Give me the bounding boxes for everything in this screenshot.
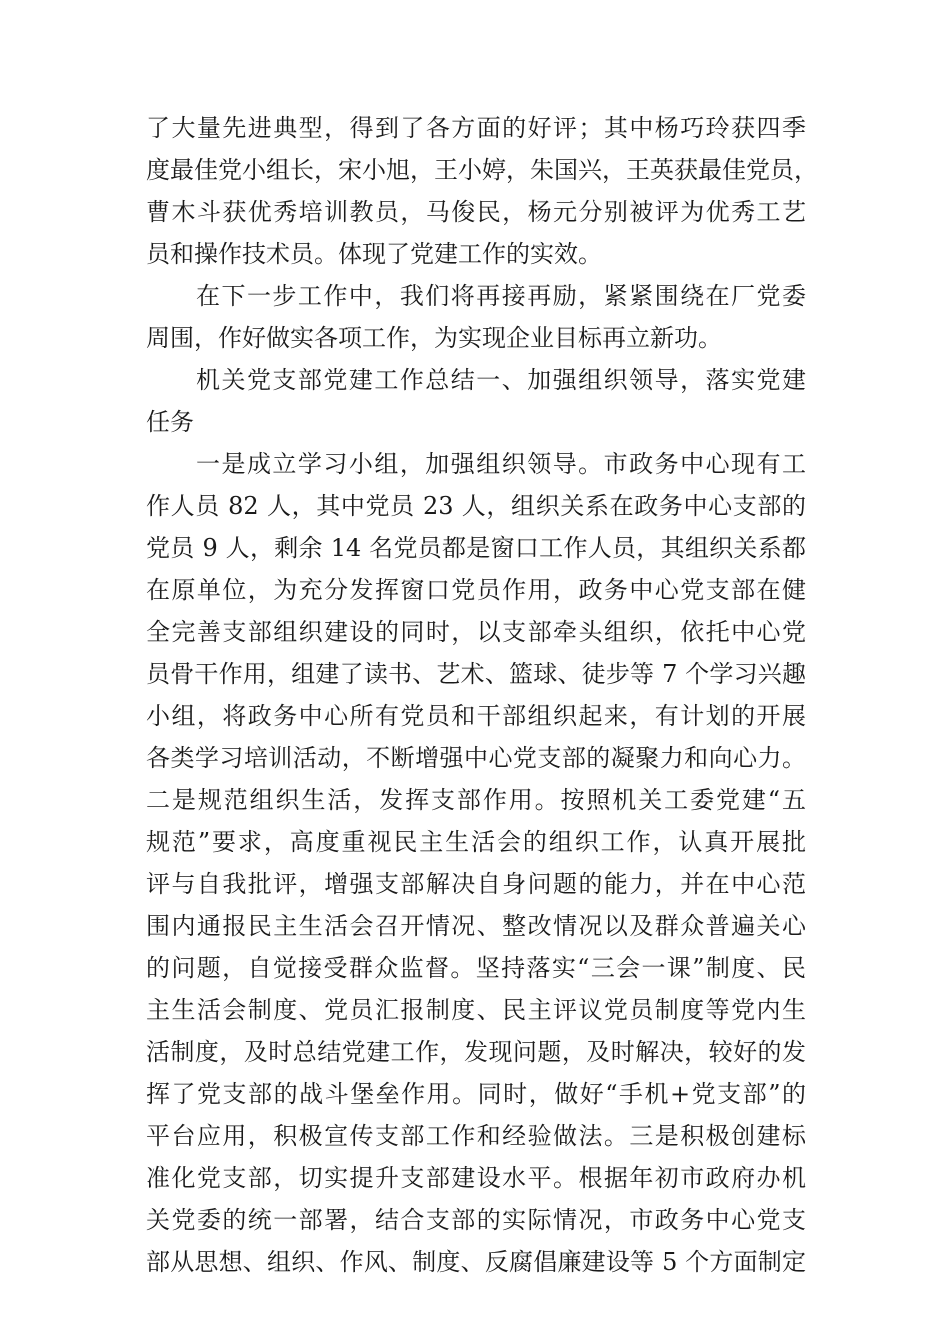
paragraph-3-line-12: 围内通报民主生活会召开情况、整改情况以及群众普遍关心 [146, 912, 806, 940]
paragraph-3-line-18: 准化党支部，切实提升支部建设水平。根据年初市政府办机 [146, 1164, 806, 1192]
paragraph-3-line-9: 二是规范组织生活，发挥支部作用。按照机关工委党建“五 [146, 786, 806, 814]
paragraph-3-line-14: 主生活会制度、党员汇报制度、民主评议党员制度等党内生 [146, 996, 806, 1024]
paragraph-3-line-16: 挥了党支部的战斗堡垒作用。同时，做好“手机+党支部”的 [146, 1080, 806, 1108]
paragraph-3-line-5: 全完善支部组织建设的同时，以支部牵头组织，依托中心党 [146, 618, 806, 646]
paragraph-3-line-11: 评与自我批评，增强支部解决自身问题的能力，并在中心范 [146, 870, 806, 898]
text-line-4: 员和操作技术员。体现了党建工作的实效。 [146, 240, 602, 268]
paragraph-3-line-10: 规范”要求，高度重视民主生活会的组织工作，认真开展批 [146, 828, 806, 856]
paragraph-3-line-3: 党员 9 人，剩余 14 名党员都是窗口工作人员，其组织关系都 [146, 534, 806, 562]
paragraph-3-line-15: 活制度，及时总结党建工作，发现问题，及时解决，较好的发 [146, 1038, 806, 1066]
paragraph-3-line-19: 关党委的统一部署，结合支部的实际情况，市政务中心党支 [146, 1206, 806, 1234]
paragraph-3-line-2: 作人员 82 人，其中党员 23 人，组织关系在政务中心支部的 [146, 492, 806, 520]
paragraph-2-line-1: 在下一步工作中，我们将再接再励，紧紧围绕在厂党委 [196, 282, 806, 310]
paragraph-3-line-4: 在原单位，为充分发挥窗口党员作用，政务中心党支部在健 [146, 576, 806, 604]
paragraph-2-line-2: 周围，作好做实各项工作，为实现企业目标再立新功。 [146, 324, 722, 352]
text-line-2: 度最佳党小组长，宋小旭，王小婷，朱国兴，王英获最佳党员， [146, 156, 818, 184]
text-line-1: 了大量先进典型，得到了各方面的好评；其中杨巧玲获四季 [146, 114, 806, 142]
section-heading-line-2: 任务 [146, 408, 194, 436]
text-line-3: 曹木斗获优秀培训教员，马俊民，杨元分别被评为优秀工艺 [146, 198, 806, 226]
paragraph-3-line-13: 的问题，自觉接受群众监督。坚持落实“三会一课”制度、民 [146, 954, 806, 982]
section-heading-line-1: 机关党支部党建工作总结一、加强组织领导，落实党建 [196, 366, 806, 394]
paragraph-3-line-1: 一是成立学习小组，加强组织领导。市政务中心现有工 [196, 450, 806, 478]
paragraph-3-line-20: 部从思想、组织、作风、制度、反腐倡廉建设等 5 个方面制定 [146, 1248, 806, 1276]
paragraph-3-line-8: 各类学习培训活动，不断增强中心党支部的凝聚力和向心力。 [146, 744, 806, 772]
paragraph-3-line-7: 小组，将政务中心所有党员和干部组织起来，有计划的开展 [146, 702, 806, 730]
paragraph-3-line-17: 平台应用，积极宣传支部工作和经验做法。三是积极创建标 [146, 1122, 806, 1150]
paragraph-3-line-6: 员骨干作用，组建了读书、艺术、篮球、徒步等 7 个学习兴趣 [146, 660, 806, 688]
